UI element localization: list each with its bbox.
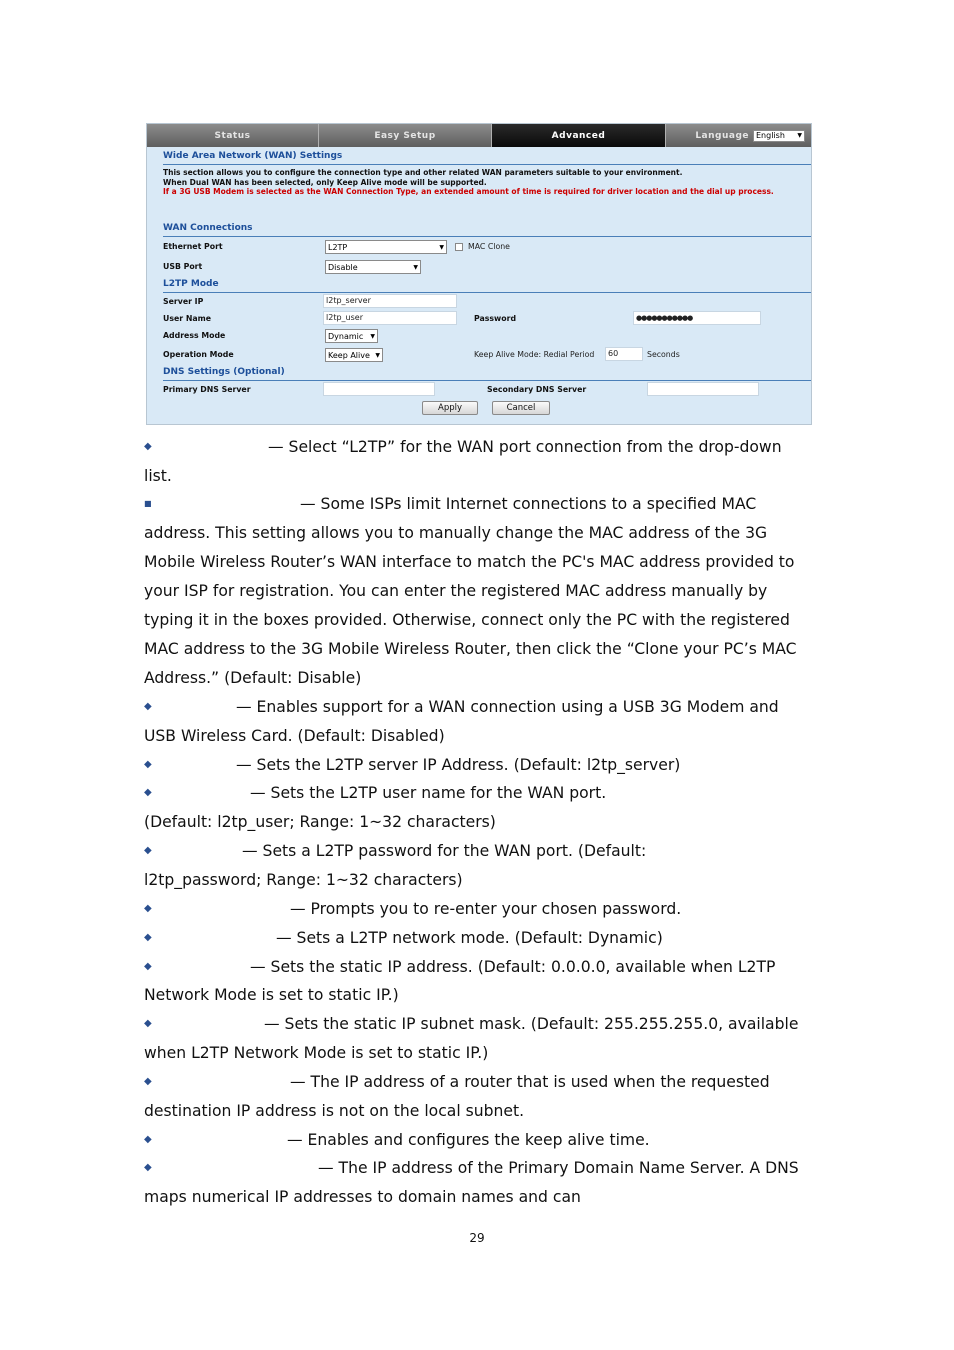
bullet-icon: ◆ xyxy=(144,1134,152,1145)
bullet-icon: ◆ xyxy=(144,1018,152,1029)
language-label: Language xyxy=(695,130,749,141)
text-line: destination IP address is not on the local subnet. xyxy=(144,1102,525,1120)
tab-easy-setup[interactable]: Easy Setup xyxy=(319,124,492,147)
bullet-icon: ◆ xyxy=(144,1076,152,1087)
text-line: when L2TP Network Mode is set to static IP.) xyxy=(144,1044,489,1062)
text-line: MAC address to the 3G Mobile Wireless Router, then click the “Clone your PC’s MAC xyxy=(144,640,797,658)
seconds-label: Seconds xyxy=(647,350,680,359)
text-line: typing it in the boxes provided. Otherwise, connect only the PC with the registered xyxy=(144,611,790,629)
text-line: — Sets the static IP subnet mask. (Default: 255.255.255.0, available xyxy=(264,1015,799,1033)
wan-connections-title: WAN Connections xyxy=(163,223,253,233)
text-line: — Sets a L2TP password for the WAN port. (Default: xyxy=(242,842,647,860)
description-line: When Dual WAN has been selected, only Keep Alive mode will be supported. xyxy=(163,177,487,187)
usb-port-select[interactable] xyxy=(325,260,421,274)
section-divider xyxy=(163,380,811,381)
text-line: address. This setting allows you to manually change the MAC address of the 3G xyxy=(144,524,768,542)
tab-status[interactable]: Status xyxy=(147,124,319,147)
usb-port-value: Disable xyxy=(328,262,358,272)
warning-text: If a 3G USB Modem is selected as the WAN Connection Type, an extended amount of time is required for driver location and the dial up process. xyxy=(163,187,774,196)
text-line: — Enables and configures the keep alive time. xyxy=(287,1131,650,1149)
ethernet-port-label: Ethernet Port xyxy=(163,242,223,251)
dns-settings-title: DNS Settings (Optional) xyxy=(163,367,285,377)
apply-button[interactable]: Apply xyxy=(422,401,478,415)
address-mode-label: Address Mode xyxy=(163,331,226,340)
bullet-icon: ◆ xyxy=(144,961,152,972)
bullet-icon: ◆ xyxy=(144,845,152,856)
text-line: — Sets a L2TP network mode. (Default: Dynamic) xyxy=(276,929,663,947)
mac-clone-checkbox[interactable] xyxy=(455,243,463,251)
description-text xyxy=(163,168,803,197)
text-line: Address.” (Default: Disable) xyxy=(144,669,362,687)
text-line: maps numerical IP addresses to domain names and can xyxy=(144,1188,581,1206)
secondary-dns-input[interactable] xyxy=(647,382,759,396)
language-value: English xyxy=(756,131,785,140)
password-label: Password xyxy=(474,314,517,323)
mac-clone-label: MAC Clone xyxy=(468,242,510,251)
language-select[interactable] xyxy=(753,130,805,142)
tab-advanced[interactable]: Advanced xyxy=(492,124,666,147)
operation-mode-value: Keep Alive xyxy=(328,350,370,360)
chevron-down-icon: ▼ xyxy=(413,263,418,271)
bullet-icon: ◆ xyxy=(144,759,152,770)
user-name-input[interactable]: l2tp_user xyxy=(323,311,457,325)
secondary-dns-label: Secondary DNS Server xyxy=(487,385,587,394)
bullet-icon: ◆ xyxy=(144,701,152,712)
redial-period-input[interactable]: 60 xyxy=(605,347,643,361)
language-area xyxy=(666,124,811,147)
address-mode-value: Dynamic xyxy=(328,331,364,341)
page-number: 29 xyxy=(469,1231,485,1245)
text-line: — The IP address of the Primary Domain Name Server. A DNS xyxy=(318,1159,799,1177)
chevron-down-icon: ▼ xyxy=(370,332,375,340)
usb-port-label: USB Port xyxy=(163,262,203,271)
chevron-down-icon: ▼ xyxy=(439,243,444,251)
ethernet-port-select[interactable] xyxy=(325,240,447,254)
text-line: list. xyxy=(144,467,172,485)
text-line: USB Wireless Card. (Default: Disabled) xyxy=(144,727,445,745)
text-line: Mobile Wireless Router’s WAN interface to match the PC's MAC address provided to xyxy=(144,553,795,571)
text-line: — Sets the L2TP server IP Address. (Default: l2tp_server) xyxy=(236,756,681,774)
text-line: — Sets the L2TP user name for the WAN port. xyxy=(250,784,607,802)
text-line: l2tp_password; Range: 1~32 characters) xyxy=(144,871,463,889)
bullet-icon: ◆ xyxy=(144,903,152,914)
wan-section-title: Wide Area Network (WAN) Settings xyxy=(163,151,343,161)
text-line: — Prompts you to re-enter your chosen password. xyxy=(290,900,682,918)
text-line: — Enables support for a WAN connection using a USB 3G Modem and xyxy=(236,698,779,716)
bullet-icon: ◆ xyxy=(144,932,152,943)
top-navigation xyxy=(147,124,811,147)
ethernet-port-value: L2TP xyxy=(328,242,348,252)
router-ui-screenshot xyxy=(146,123,812,425)
operation-mode-select[interactable] xyxy=(325,348,383,362)
text-line: your ISP for registration. You can enter the registered MAC address manually by xyxy=(144,582,768,600)
chevron-down-icon: ▼ xyxy=(797,132,802,139)
bullet-icon: ◆ xyxy=(144,1162,152,1173)
text-line: — The IP address of a router that is used when the requested xyxy=(290,1073,770,1091)
primary-dns-input[interactable] xyxy=(323,382,435,396)
l2tp-mode-title: L2TP Mode xyxy=(163,279,219,289)
user-name-label: User Name xyxy=(163,314,212,323)
bullet-icon: ◆ xyxy=(144,787,152,798)
keep-alive-label: Keep Alive Mode: Redial Period xyxy=(474,350,595,359)
text-line: — Sets the static IP address. (Default: 0.0.0.0, available when L2TP xyxy=(250,958,776,976)
cancel-button[interactable]: Cancel xyxy=(492,401,550,415)
chevron-down-icon: ▼ xyxy=(375,351,380,359)
description-line: This section allows you to configure the connection type and other related WAN parameters suitable to your environment. xyxy=(163,168,683,177)
text-line: Network Mode is set to static IP.) xyxy=(144,986,399,1004)
server-ip-label: Server IP xyxy=(163,297,204,306)
password-input[interactable]: ●●●●●●●●●●● xyxy=(633,311,761,325)
text-line: — Some ISPs limit Internet connections to a specified MAC xyxy=(300,495,757,513)
server-ip-input[interactable]: l2tp_server xyxy=(323,294,457,308)
address-mode-select[interactable] xyxy=(325,329,378,343)
section-divider xyxy=(163,164,811,165)
operation-mode-label: Operation Mode xyxy=(163,350,234,359)
primary-dns-label: Primary DNS Server xyxy=(163,385,251,394)
text-line: — Select “L2TP” for the WAN port connection from the drop-down xyxy=(268,438,782,456)
bullet-icon: ◆ xyxy=(144,441,152,452)
text-line: (Default: l2tp_user; Range: 1~32 characters) xyxy=(144,813,496,831)
section-divider xyxy=(163,292,811,293)
bullet-icon: ■ xyxy=(144,499,152,508)
section-divider xyxy=(163,236,811,237)
